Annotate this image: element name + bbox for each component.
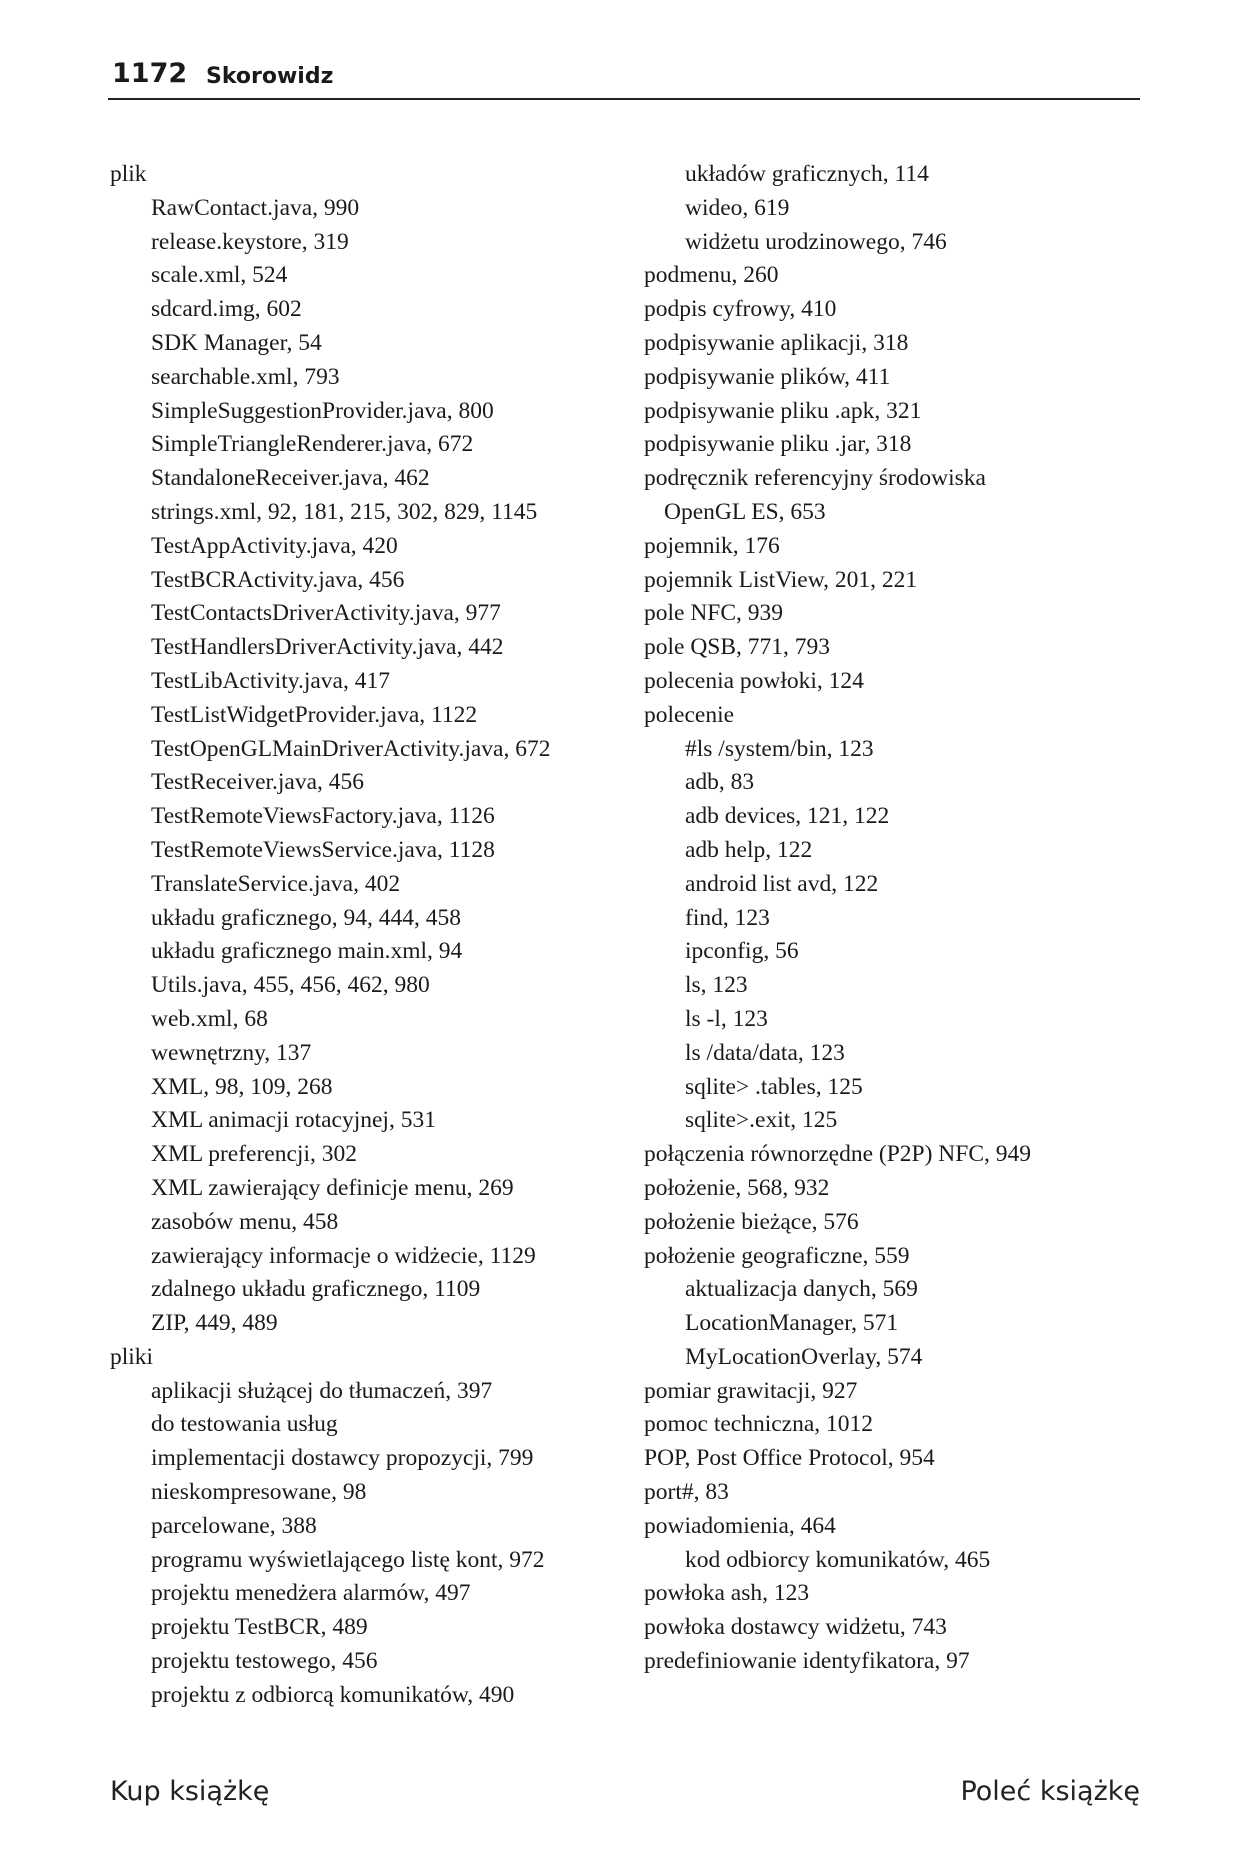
index-entry: powiadomienia, 464 [644, 1512, 836, 1539]
index-entry: podpisywanie pliku .jar, 318 [644, 431, 912, 458]
index-subentry: SimpleTriangleRenderer.java, 672 [151, 431, 474, 458]
index-subentry: TestBCRActivity.java, 456 [151, 566, 405, 593]
index-subentry: projektu menedżera alarmów, 497 [151, 1580, 471, 1607]
index-subentry: sqlite>.exit, 125 [685, 1107, 838, 1134]
index-column-right [644, 158, 1144, 1679]
index-entry: pojemnik, 176 [644, 532, 780, 559]
index-entry: POP, Post Office Protocol, 954 [644, 1445, 935, 1472]
index-subentry: układu graficznego, 94, 444, 458 [151, 904, 461, 931]
index-subentry: ZIP, 449, 489 [151, 1310, 278, 1337]
index-subentry: XML zawierający definicje menu, 269 [151, 1174, 514, 1201]
index-subentry: nieskompresowane, 98 [151, 1479, 367, 1506]
index-entry: pojemnik ListView, 201, 221 [644, 566, 918, 593]
index-subentry: MyLocationOverlay, 574 [685, 1343, 923, 1370]
index-subentry: projektu TestBCR, 489 [151, 1614, 368, 1641]
index-subentry: do testowania usług [151, 1411, 338, 1438]
index-subentry: TestReceiver.java, 456 [151, 769, 365, 796]
index-subentry: scale.xml, 524 [151, 262, 288, 289]
index-subentry: aplikacji służącej do tłumaczeń, 397 [151, 1377, 493, 1404]
index-entry: podpisywanie pliku .apk, 321 [644, 397, 922, 424]
index-subentry: SDK Manager, 54 [151, 329, 322, 356]
index-entry: pole NFC, 939 [644, 600, 784, 627]
index-subentry: SimpleSuggestionProvider.java, 800 [151, 397, 494, 424]
index-subentry: TestOpenGLMainDriverActivity.java, 672 [151, 735, 551, 762]
index-subentry: sqlite> .tables, 125 [685, 1073, 863, 1100]
index-subentry: TestRemoteViewsFactory.java, 1126 [151, 803, 495, 830]
index-subentry: TestRemoteViewsService.java, 1128 [151, 836, 495, 863]
index-subentry: #ls /system/bin, 123 [685, 735, 874, 762]
index-entry: polecenia powłoki, 124 [644, 667, 864, 694]
index-subentry: zdalnego układu graficznego, 1109 [151, 1276, 481, 1303]
index-subentry: release.keystore, 319 [151, 228, 349, 255]
page-header [108, 56, 1140, 100]
index-subentry: XML, 98, 109, 268 [151, 1073, 333, 1100]
index-entry: pomiar grawitacji, 927 [644, 1377, 858, 1404]
index-entry: podpisywanie aplikacji, 318 [644, 329, 909, 356]
index-subentry: TranslateService.java, 402 [151, 870, 401, 897]
index-subentry: strings.xml, 92, 181, 215, 302, 829, 1145 [151, 498, 538, 525]
index-subentry: kod odbiorcy komunikatów, 465 [685, 1546, 991, 1573]
recommend-book-link[interactable]: Poleć książkę [960, 1776, 1140, 1807]
index-entry: powłoka dostawcy widżetu, 743 [644, 1614, 947, 1641]
index-subentry: LocationManager, 571 [685, 1310, 899, 1337]
index-subentry: TestContactsDriverActivity.java, 977 [151, 600, 501, 627]
index-subentry: wewnętrzny, 137 [151, 1039, 312, 1066]
index-subentry: StandaloneReceiver.java, 462 [151, 465, 430, 492]
index-subentry: adb help, 122 [685, 836, 813, 863]
index-entry: połączenia równorzędne (P2P) NFC, 949 [644, 1141, 1032, 1168]
buy-book-link[interactable]: Kup książkę [110, 1776, 270, 1807]
index-entry: położenie bieżące, 576 [644, 1208, 859, 1235]
index-subentry: sdcard.img, 602 [151, 296, 302, 323]
index-entry: pole QSB, 771, 793 [644, 634, 831, 661]
index-subentry: TestListWidgetProvider.java, 1122 [151, 701, 478, 728]
index-entry: podręcznik referencyjny środowiska [644, 465, 986, 492]
index-subentry: widżetu urodzinowego, 746 [685, 228, 947, 255]
index-entry: port#, 83 [644, 1479, 729, 1506]
index-subentry: RawContact.java, 990 [151, 194, 360, 221]
index-entry: podpisywanie plików, 411 [644, 363, 891, 390]
index-entry: pomoc techniczna, 1012 [644, 1411, 874, 1438]
index-subentry: android list avd, 122 [685, 870, 879, 897]
index-entry: położenie, 568, 932 [644, 1174, 830, 1201]
index-subentry: ls, 123 [685, 972, 748, 999]
index-subentry: find, 123 [685, 904, 770, 931]
index-subentry: searchable.xml, 793 [151, 363, 340, 390]
index-subentry: układów graficznych, 114 [685, 161, 929, 187]
index-subentry: zasobów menu, 458 [151, 1208, 339, 1235]
index-entry: powłoka ash, 123 [644, 1580, 810, 1607]
index-subentry: implementacji dostawcy propozycji, 799 [151, 1445, 534, 1472]
index-subentry: aktualizacja danych, 569 [685, 1276, 918, 1303]
index-subentry: OpenGL ES, 653 [664, 498, 826, 525]
index-subentry: układu graficznego main.xml, 94 [151, 938, 463, 965]
index-subentry: web.xml, 68 [151, 1005, 268, 1032]
index-subentry: adb devices, 121, 122 [685, 803, 890, 830]
index-subentry: projektu testowego, 456 [151, 1648, 378, 1675]
index-subentry: projektu z odbiorcą komunikatów, 490 [151, 1681, 515, 1708]
index-subentry: wideo, 619 [685, 194, 790, 221]
index-entry: predefiniowanie identyfikatora, 97 [644, 1648, 970, 1675]
index-entry: polecenie [644, 701, 735, 728]
index-subentry: parcelowane, 388 [151, 1512, 317, 1539]
index-subentry: ipconfig, 56 [685, 938, 799, 965]
index-subentry: TestAppActivity.java, 420 [151, 532, 398, 559]
index-subentry: adb, 83 [685, 769, 755, 796]
index-subentry: XML preferencji, 302 [151, 1141, 357, 1168]
index-entry: położenie geograficzne, 559 [644, 1242, 910, 1269]
index-subentry: zawierający informacje o widżecie, 1129 [151, 1242, 536, 1269]
index-subentry: ls /data/data, 123 [685, 1039, 845, 1066]
index-entry: plik [110, 161, 147, 187]
index-subentry: XML animacji rotacyjnej, 531 [151, 1107, 436, 1134]
page-number: 1172 [112, 58, 188, 89]
index-subentry: programu wyświetlającego listę kont, 972 [151, 1546, 545, 1573]
index-subentry: TestHandlersDriverActivity.java, 442 [151, 634, 504, 661]
index-entry: pliki [110, 1343, 154, 1370]
index-column-left [110, 158, 630, 1713]
index-subentry: ls -l, 123 [685, 1005, 768, 1032]
index-entry: podpis cyfrowy, 410 [644, 296, 837, 323]
running-title: Skorowidz [206, 64, 334, 89]
index-subentry: TestLibActivity.java, 417 [151, 667, 390, 694]
index-entry: podmenu, 260 [644, 262, 779, 289]
index-subentry: Utils.java, 455, 456, 462, 980 [151, 972, 430, 999]
